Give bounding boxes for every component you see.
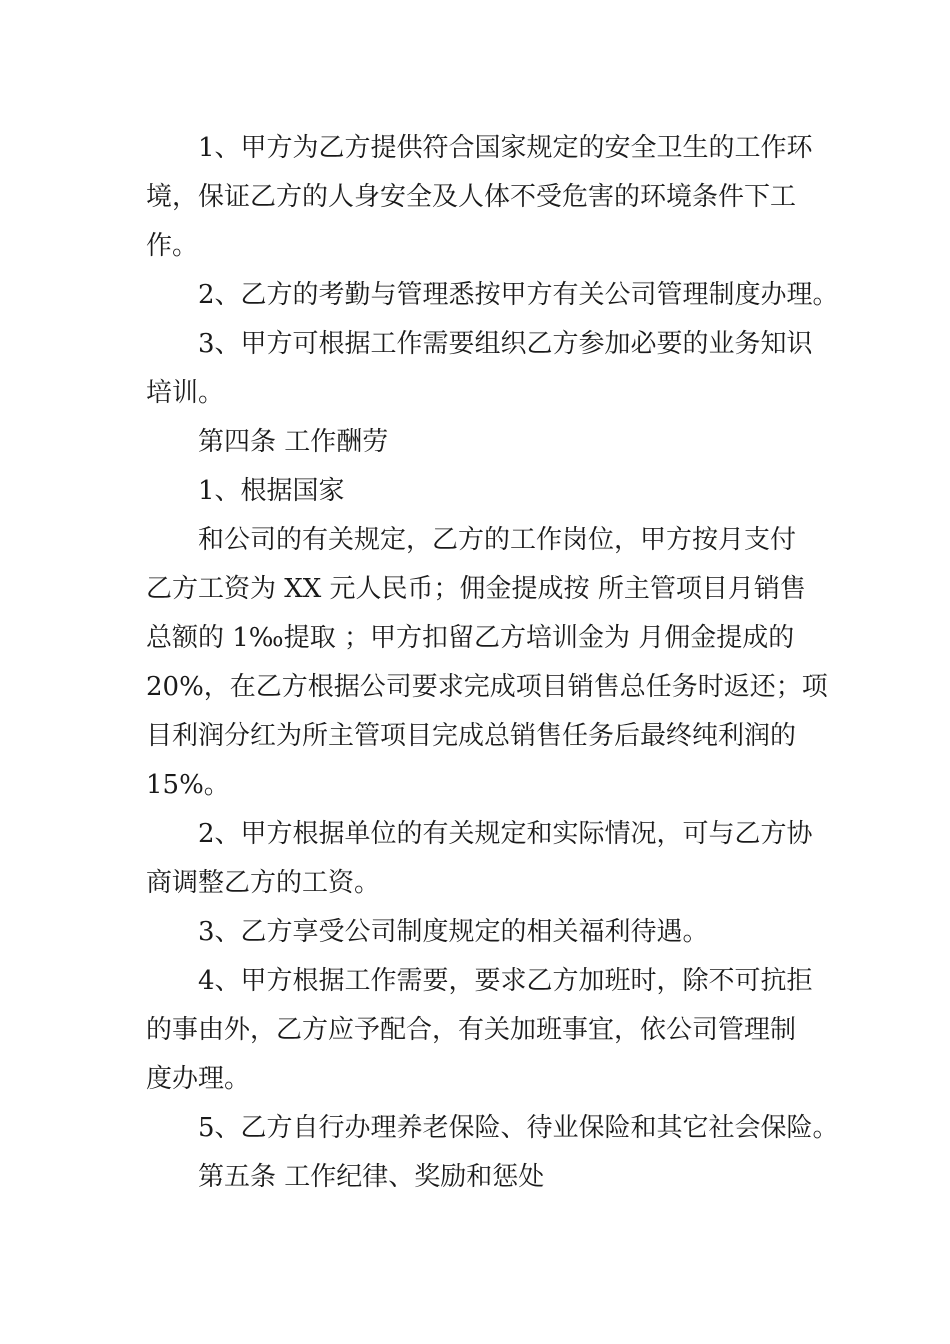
text-line: 20%，在乙方根据公司要求完成项目销售总任务时返还；项 bbox=[146, 672, 828, 702]
text-line: 和公司的有关规定，乙方的工作岗位，甲方按月支付 bbox=[198, 525, 797, 555]
paragraph-salary-detail bbox=[146, 516, 828, 810]
paragraph-salary-intro bbox=[146, 467, 806, 516]
document-body bbox=[146, 124, 839, 1202]
paragraph-training bbox=[146, 320, 813, 418]
text-line: 目利润分红为所主管项目完成总销售任务后最终纯利润的 bbox=[146, 721, 797, 751]
paragraph-benefits bbox=[146, 908, 806, 957]
paragraph-attendance bbox=[146, 271, 839, 320]
text-line: 2、乙方的考勤与管理悉按甲方有关公司管理制度办理。 bbox=[198, 280, 839, 310]
section-title: 第五条 工作纪律、奖励和惩处 bbox=[198, 1162, 545, 1192]
text-line: 2、甲方根据单位的有关规定和实际情况，可与乙方协 bbox=[198, 819, 813, 849]
text-line: 3、甲方可根据工作需要组织乙方参加必要的业务知识 bbox=[198, 329, 813, 359]
text-line: 乙方工资为 XX 元人民币；佣金提成按 所主管项目月销售 bbox=[146, 574, 806, 604]
text-line: 1、根据国家 bbox=[198, 476, 345, 506]
text-line: 度办理。 bbox=[146, 1064, 251, 1094]
paragraph-insurance bbox=[146, 1104, 839, 1153]
text-line: 总额的 1‰提取 ；甲方扣留乙方培训金为 月佣金提成的 bbox=[146, 623, 795, 653]
paragraph-overtime bbox=[146, 957, 813, 1104]
text-line: 1、甲方为乙方提供符合国家规定的安全卫生的工作环 bbox=[198, 133, 813, 163]
text-line: 作。 bbox=[146, 231, 199, 261]
paragraph-salary-adjust bbox=[146, 810, 813, 908]
text-line: 15%。 bbox=[146, 770, 230, 800]
text-line: 3、乙方享受公司制度规定的相关福利待遇。 bbox=[198, 917, 709, 947]
text-line: 境，保证乙方的人身安全及人体不受危害的环境条件下工 bbox=[146, 182, 797, 212]
section-heading-4 bbox=[146, 418, 806, 467]
section-title: 第四条 工作酬劳 bbox=[198, 427, 389, 457]
text-line: 的事由外，乙方应予配合，有关加班事宜，依公司管理制 bbox=[146, 1015, 797, 1045]
text-line: 4、甲方根据工作需要，要求乙方加班时，除不可抗拒 bbox=[198, 966, 813, 996]
section-heading-5 bbox=[146, 1153, 806, 1202]
text-line: 商调整乙方的工资。 bbox=[146, 868, 381, 898]
text-line: 5、乙方自行办理养老保险、待业保险和其它社会保险。 bbox=[198, 1113, 839, 1143]
text-line: 培训。 bbox=[146, 378, 225, 408]
paragraph-env bbox=[146, 124, 813, 271]
